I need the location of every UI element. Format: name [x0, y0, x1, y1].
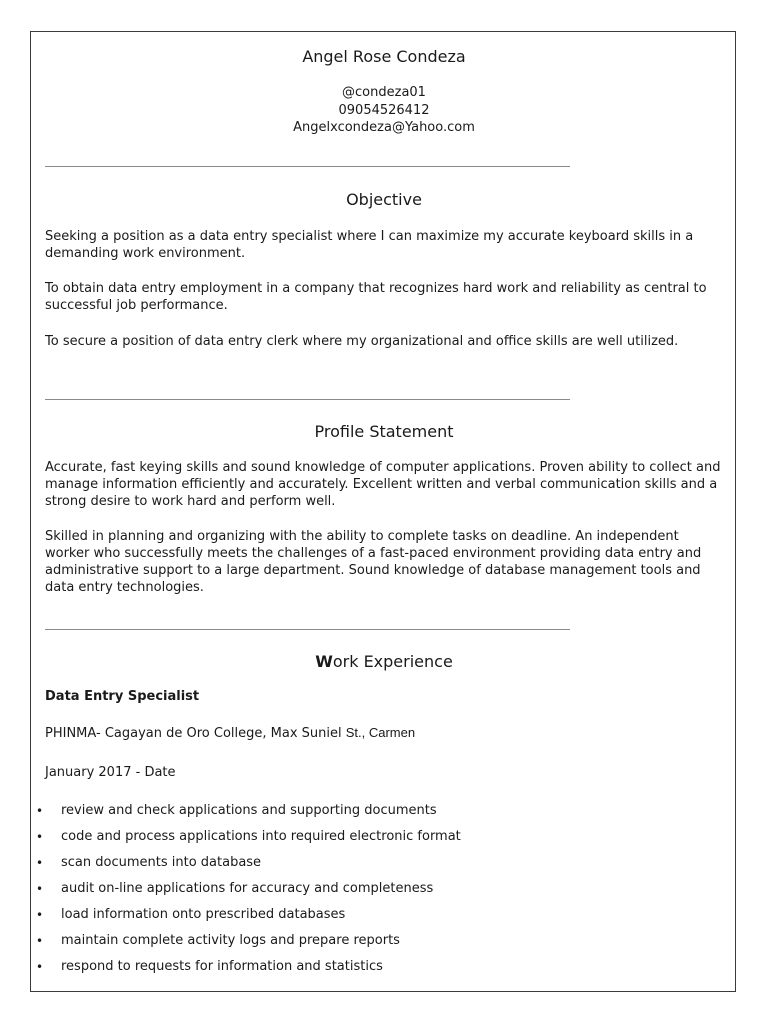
employment-dates: January 2017 - Date: [45, 765, 176, 780]
duty-item: [31, 902, 731, 928]
resume-page: [30, 31, 736, 992]
objective-paragraph: To secure a position of data entry clerk where my organizational and office skills are well utilized.: [45, 334, 679, 349]
duty-text: maintain complete activity logs and prepare reports: [61, 933, 400, 948]
duty-text: scan documents into database: [61, 855, 262, 870]
section-divider: [45, 399, 570, 400]
section-divider: [45, 629, 570, 630]
bullet-icon: •: [36, 960, 44, 974]
duties-list: [31, 798, 731, 980]
work-heading-rest: ork Experience: [332, 652, 453, 671]
objective-heading: Objective: [346, 190, 422, 209]
bullet-icon: •: [36, 804, 44, 818]
duty-text: load information onto prescribed databases: [61, 907, 346, 922]
section-divider: [45, 166, 570, 167]
bullet-icon: •: [36, 882, 44, 896]
duty-text: code and process applications into required electronic format: [61, 829, 461, 844]
profile-heading: Profile Statement: [314, 422, 454, 441]
contact-email: Angelxcondeza@Yahoo.com: [293, 120, 475, 135]
work-heading-initial: W: [315, 652, 333, 671]
objective-paragraph: Seeking a position as a data entry specialist where I can maximize my accurate keyboard skills in a demanding work environment.: [45, 229, 694, 261]
duty-item: [31, 954, 731, 980]
bullet-icon: •: [36, 830, 44, 844]
bullet-icon: •: [36, 856, 44, 870]
duty-text: review and check applications and supporting documents: [61, 803, 437, 818]
duty-text: respond to requests for information and statistics: [61, 959, 383, 974]
contact-phone: 09054526412: [338, 103, 430, 118]
duty-item: [31, 824, 731, 850]
duty-item: [31, 798, 731, 824]
objective-paragraph: To obtain data entry employment in a company that recognizes hard work and reliability as central to successful job performance.: [45, 281, 707, 313]
duty-item: [31, 928, 731, 954]
duty-item: [31, 850, 731, 876]
profile-paragraph: Accurate, fast keying skills and sound knowledge of computer applications. Proven ability to collect and manage information efficiently and accurately. Excellent written and verbal communication skills and a strong desire to work hard and perform well.: [45, 460, 721, 509]
employer-name: PHINMA- Cagayan de Oro College, Max Suniel: [45, 726, 346, 741]
employer-location: St., Carmen: [345, 725, 416, 740]
profile-paragraph: Skilled in planning and organizing with the ability to complete tasks on deadline. An independent worker who successfully meets the challenges of a fast-paced environment providing data entry and administrative support to a large department. Sound knowledge of database management tools and data entry technologies.: [45, 529, 702, 595]
contact-handle: @condeza01: [342, 85, 426, 100]
employer: [45, 725, 415, 741]
bullet-icon: •: [36, 908, 44, 922]
duty-text: audit on-line applications for accuracy and completeness: [61, 881, 434, 896]
applicant-name: Angel Rose Condeza: [302, 47, 466, 66]
duty-item: [31, 876, 731, 902]
job-title: Data Entry Specialist: [45, 689, 200, 704]
bullet-icon: •: [36, 934, 44, 948]
work-experience-heading: [31, 652, 737, 671]
